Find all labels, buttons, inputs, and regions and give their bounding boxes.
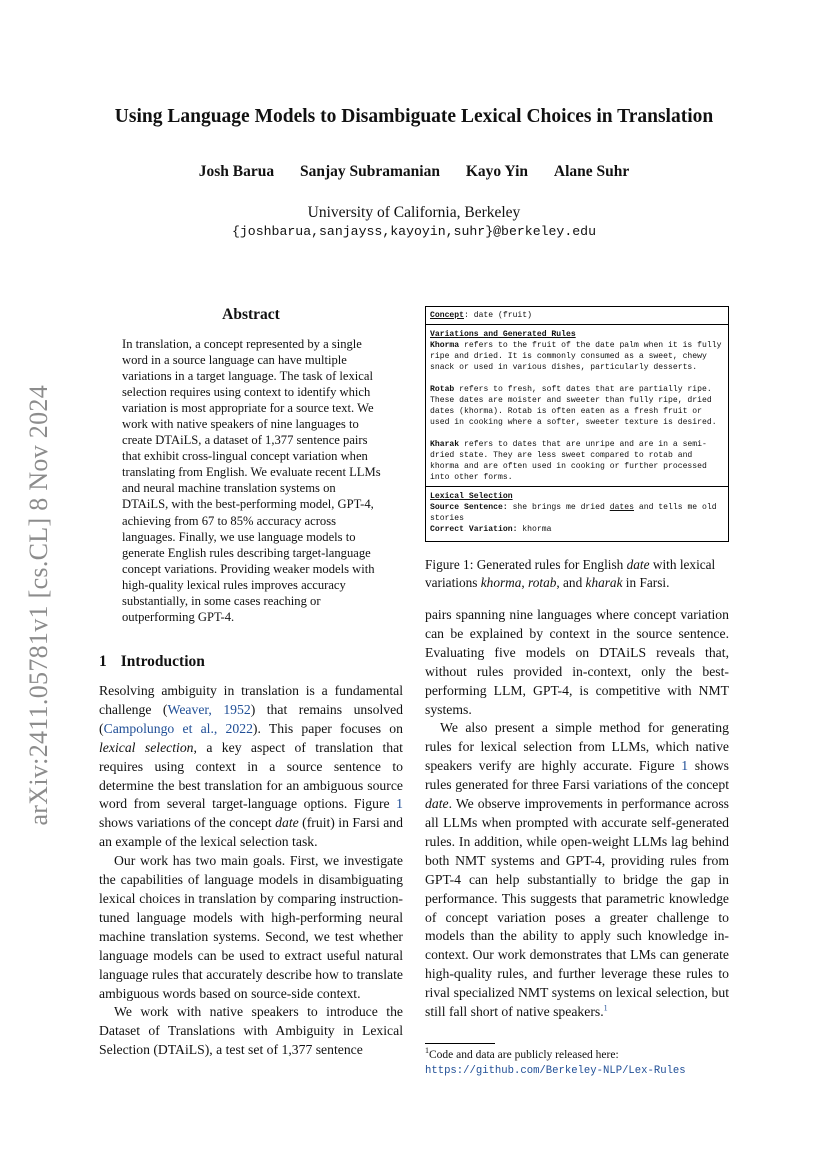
- section-number: 1: [99, 653, 107, 670]
- footnote-rule: [425, 1043, 495, 1044]
- source-sentence: Source Sentence: she brings me dried dates and tells me old stories: [430, 503, 717, 523]
- section-title: Introduction: [120, 653, 205, 670]
- rule-kharak: Kharak refers to dates that are unripe and are in a semi-dried state. They are less sweet compared to rotab and khorma and are often used in cooking or further processed into other forms.: [430, 440, 707, 482]
- footnote-number: 1: [425, 1046, 429, 1056]
- author-name: Sanjay Subramanian: [299, 163, 440, 180]
- abstract-text: In translation, a concept represented by a single word in a source language can have multiple variations in a target language. The task of lexical selection requires using context to identify which variation is most appropriate for a source text. We work with native speakers of nine languages to create DTAiLS, a dataset of 1,377 sentence pairs that exhibit cross-lingual concept variation when translating from English. We evaluate recent LLMs and neural machine translation systems on DTAiLS, with the best-performing model, GPT-4, achieving from 67 to 85% accuracy across languages. Finally, we use language models to generate English rules describing target-language concept variations. Providing weaker models with high-quality lexical rules improves accuracy substantially, in some cases reaching or outperforming GPT-4.: [122, 337, 381, 624]
- intro-paragraph-3: We work with native speakers to introduce the Dataset of Translations with Ambiguity in Lexical Selection (DTAiLS), a test set of 1,377 sentence: [99, 1004, 403, 1058]
- citation-link[interactable]: Weaver, 1952: [167, 701, 251, 717]
- intro-paragraph-1: Resolving ambiguity in translation is a fundamental challenge (Weaver, 1952) that remains unsolved (Campolungo et al., 2022). This paper focuses on lexical selection, a key aspect of translation that requires using context in a source sentence to determine the best translation for an ambiguous source word from several target-language options. Figure 1 shows variations of the concept date (fruit) in Farsi and an example of the lexical selection task.: [99, 683, 404, 850]
- abstract-heading: Abstract: [222, 306, 280, 323]
- author-name: Josh Barua: [198, 163, 275, 180]
- intro-paragraph-5: We also present a simple method for generating rules for lexical selection from LLMs, which native speakers verify are highly accurate. Figure 1 shows rules generated for three Farsi variations of the concept date. We observe improvements in performance across all LLMs when prompted with accurate self-generated rules. In addition, while open-weight LLMs lag behind both NMT systems and GPT-4, providing rules from GPT-4 can help substantially to bridge the gap in performance. This suggests that parametric knowledge of concept variation poses a greater challenge to models than the ability to apply such knowledge in-context. Our work demonstrates that LMs can generate high-quality rules, and further leverage these rules to rival specialized NMT systems on lexical selection, but still fall short of native speakers.$^1$: [425, 720, 730, 1020]
- footnote-marker[interactable]: 1: [603, 1003, 608, 1013]
- figure-divider: [426, 486, 728, 487]
- affiliation-block: [60, 203, 768, 241]
- arxiv-id: arXiv:2411.05781v1 [cs.CL] 8 Nov 2024: [24, 384, 53, 826]
- figure-reference-link[interactable]: 1: [396, 796, 403, 812]
- footnote: $^1$Code and data are publicly released here: https://github.com/Berkeley-NLP/Lex-Rules: [425, 1046, 686, 1077]
- figure-1-box: [425, 306, 729, 542]
- author-name: Alane Suhr: [553, 163, 630, 180]
- left-column-body: [99, 682, 403, 1060]
- rule-rotab: Rotab refers to fresh, soft dates that are partially ripe. These dates are moister and sweeter than fully ripe, dried dates (khorma). Rotab is often eaten as a fresh fruit or used in cooking where a softer, sweeter texture is desired.: [430, 385, 717, 427]
- concept-line: Concept: date (fruit): [430, 311, 532, 320]
- correct-variation: Correct Variation: khorma: [430, 525, 552, 534]
- intro-paragraph-2: Our work has two main goals. First, we investigate the capabilities of language models in disambiguating lexical choices in translation by comparing instruction-tuned language models with high-performing neural machine translation systems. Second, we test whether language models can be used to extract useful natural language rules that accurately describe how to translate ambiguous words based on source-side context.: [99, 853, 403, 1001]
- rule-khorma: Khorma refers to the fruit of the date palm when it is fully ripe and dried. It is commonly consumed as a sweet, chewy snack or used in various dishes, particularly desserts.: [430, 341, 722, 372]
- author-list: [60, 163, 768, 181]
- lexical-selection-heading: Lexical Selection: [430, 492, 513, 501]
- paper-title: Using Language Models to Disambiguate Lexical Choices in Translation: [114, 106, 714, 127]
- citation-link[interactable]: Campolungo et al., 2022: [103, 720, 253, 736]
- section-heading: [99, 653, 403, 671]
- figure-reference-link[interactable]: 1: [681, 758, 689, 774]
- figure-divider: [426, 324, 728, 325]
- author-name: Kayo Yin: [465, 163, 528, 180]
- arxiv-watermark: [14, 365, 64, 845]
- right-column-body: [425, 606, 729, 1022]
- repo-url-link[interactable]: https://github.com/Berkeley-NLP/Lex-Rules: [425, 1065, 686, 1077]
- variations-heading: Variations and Generated Rules: [430, 330, 576, 339]
- affiliation: University of California, Berkeley: [307, 204, 521, 221]
- figure-caption: Figure 1: Generated rules for English date with lexical variations khorma, rotab, and kharak in Farsi.: [425, 557, 716, 590]
- author-emails: {joshbarua,sanjayss,kayoyin,suhr}@berkeley.edu: [231, 224, 597, 239]
- intro-paragraph-4: pairs spanning nine languages where concept variation can be explained by context in the source sentence. Evaluating five models on DTAiLS reveals that, without rules provided in-context, only the best-performing LLM, GPT-4, is competitive with NMT systems.: [425, 607, 729, 717]
